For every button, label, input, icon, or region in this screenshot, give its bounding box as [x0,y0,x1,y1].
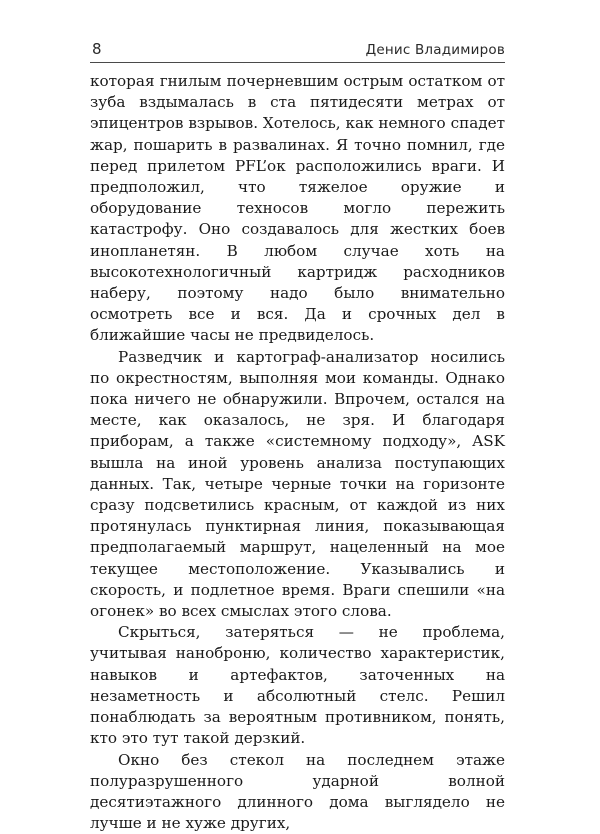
paragraph: Разведчик и картограф-анализатор носились по окрестностям, выполняя мои команды. Однако пока ничего не обнаружили. Впрочем, остался на месте, как оказалось, не зря. И благодаря приборам, а также «системному подходу», ASK вышла на иной уровень анализа поступающих данных. Так, четыре черные точки на горизонте сразу подсветились красным, от каждой из них протянулась пунктирная линия, показывающая предполагаемый маршрут, нацеленный на мое текущее местоположение. Указывались и скорость, и подлетное время. Враги спешили «на огонек» во всех смыслах этого слова. [90,347,505,623]
book-page [90,40,505,720]
running-header [90,40,505,63]
paragraph: Скрыться, затеряться — не проблема, учитывая наноброню, количество характеристик, навыков и артефактов, заточенных на незаметность и абсолютный стелс. Решил понаблюдать за вероятным противником, понять, кто это тут такой дерзкий. [90,622,505,749]
author-name: Денис Владимиров [366,42,505,58]
page-number: 8 [92,40,102,58]
paragraph: Окно без стекол на последнем этаже полуразрушенного ударной волной десятиэтажного длинного дома выглядело не лучше и не хуже других, [90,750,505,834]
body-text [90,71,505,834]
paragraph: которая гнилым почерневшим острым остатком от зуба вздымалась в ста пятидесяти метрах от эпицентров взрывов. Хотелось, как немного спадет жар, пошарить в развалинах. Я точно помнил, где перед прилетом PFL’ок расположились враги. И предположил, что тяжелое оружие и оборудование техносов могло пережить катастрофу. Оно создавалось для жестких боев инопланетян. В любом случае хоть на высокотехнологичный картридж расходников наберу, поэтому надо было внимательно осмотреть все и вся. Да и срочных дел в ближайшие часы не предвиделось. [90,71,505,347]
